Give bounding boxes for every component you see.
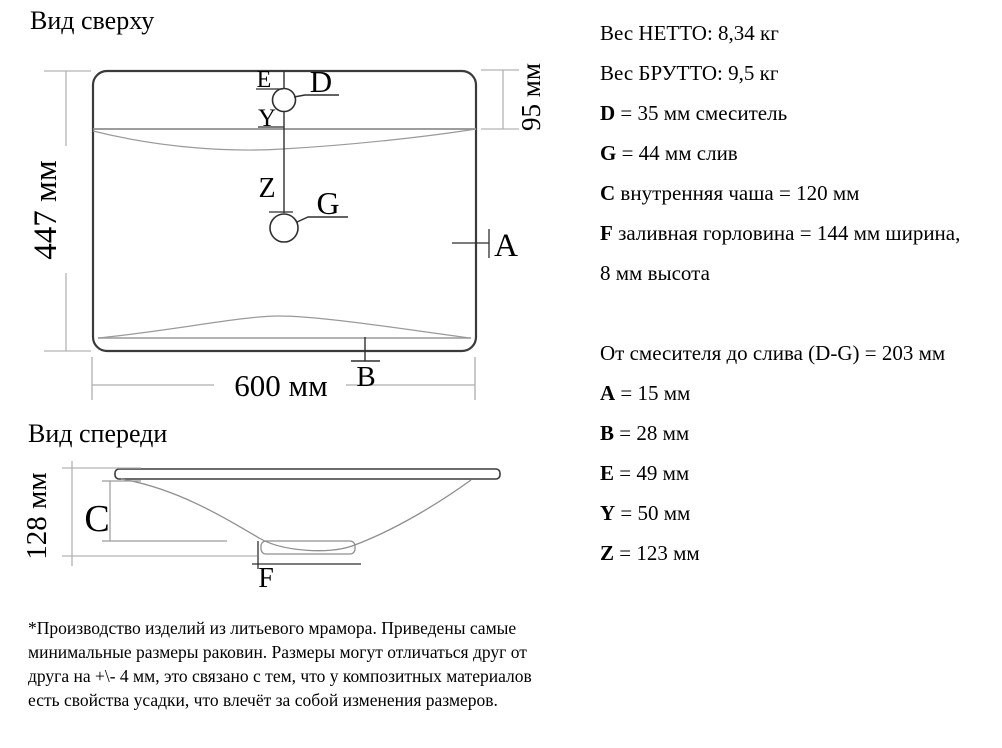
label-z: Z bbox=[258, 173, 276, 204]
spec-spacer bbox=[600, 293, 1002, 333]
spec-y: Y = 50 мм bbox=[600, 500, 691, 525]
marker-a bbox=[452, 229, 489, 258]
spec-c-bowl: C внутренняя чаша = 120 мм bbox=[600, 180, 860, 205]
dim-600-label: 600 мм bbox=[234, 368, 328, 403]
front-foot bbox=[261, 541, 355, 554]
spec-z: Z = 123 мм bbox=[600, 540, 700, 565]
dim-447-label: 447 мм bbox=[28, 160, 64, 260]
footnote bbox=[28, 616, 648, 712]
spec-net-weight: Вес НЕТТО: 8,34 кг bbox=[600, 20, 779, 45]
marker-b bbox=[351, 337, 380, 361]
spec-g-drain: G = 44 мм слив bbox=[600, 140, 738, 165]
front-rim bbox=[115, 469, 500, 479]
label-g: G bbox=[316, 185, 340, 221]
spec-list bbox=[600, 13, 1002, 573]
label-e-icon: E bbox=[256, 67, 272, 93]
label-b: B bbox=[356, 361, 376, 393]
front-bowl-curve bbox=[121, 479, 471, 551]
spec-f-neck-width: F заливная горловина = 144 мм ширина, bbox=[600, 220, 961, 245]
spec-dg-distance: От смесителя до слива (D-G) = 203 мм bbox=[600, 340, 946, 365]
dim-95-lines bbox=[481, 70, 519, 129]
spec-gross-weight: Вес БРУТТО: 9,5 кг bbox=[600, 60, 779, 85]
label-c: C bbox=[84, 498, 110, 540]
spec-f-neck-height: 8 мм высота bbox=[600, 260, 710, 285]
label-y: Y bbox=[257, 105, 277, 132]
footnote-line: есть свойства усадки, что влечёт за собой изменения размеров. bbox=[28, 690, 498, 710]
front-view-title: Вид спереди bbox=[28, 419, 168, 448]
dim-95-label: 95 мм bbox=[516, 63, 546, 131]
spec-e: E = 49 мм bbox=[600, 460, 690, 485]
footnote-line: друга на +\- 4 мм, это связано с тем, что у композитных материалов bbox=[28, 666, 532, 686]
dim-128-label: 128 мм bbox=[21, 472, 53, 560]
label-a: A bbox=[494, 228, 518, 264]
spec-d-faucet: D = 35 мм смеситель bbox=[600, 100, 788, 125]
label-f: F bbox=[258, 563, 274, 594]
label-d: D bbox=[309, 64, 333, 99]
top-view-title: Вид сверху bbox=[30, 6, 155, 35]
footnote-line: минимальные размеры раковин. Размеры могут отличаться друг от bbox=[28, 642, 527, 662]
basin-bottom-curve bbox=[98, 316, 470, 338]
spec-a: A = 15 мм bbox=[600, 380, 691, 405]
spec-b: B = 28 мм bbox=[600, 420, 690, 445]
footnote-line: *Производство изделий из литьевого мрамора. Приведены самые bbox=[28, 618, 517, 638]
drain-hole bbox=[270, 214, 298, 242]
